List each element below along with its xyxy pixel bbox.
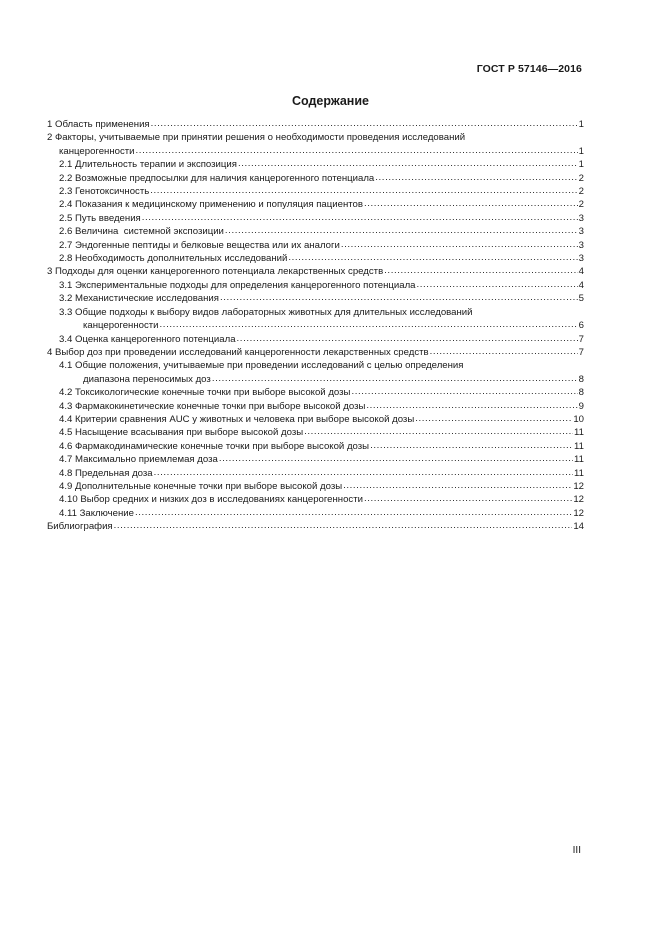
toc-page-number: 5	[578, 293, 584, 305]
toc-entry-text: канцерогенности	[59, 145, 135, 157]
toc-entry-text: 3 Подходы для оценки канцерогенного потенциала лекарственных средств	[47, 266, 384, 278]
toc-leader-dots	[238, 157, 578, 170]
toc-entry-text: 3.2 Механистические исследования	[59, 293, 219, 305]
toc-entry-3-4[interactable]	[47, 333, 584, 346]
toc-entry-4-5[interactable]	[47, 426, 584, 439]
toc-leader-dots	[151, 117, 578, 130]
toc-entry-4-2[interactable]	[47, 386, 584, 399]
toc-leader-dots	[415, 412, 572, 425]
toc-entry-2-5[interactable]	[47, 212, 584, 225]
toc-entry-text: 3.1 Экспериментальные подходы для определения канцерогенного потенциала	[59, 279, 416, 291]
toc-page-number: 4	[578, 266, 584, 278]
toc-page-number: 3	[578, 212, 584, 224]
toc-entry-2-line1[interactable]: 2 Факторы, учитываемые при принятии решения о необходимости проведения исследований	[47, 132, 466, 144]
toc-entry-3-3-line2[interactable]	[47, 319, 584, 332]
toc-entry-2-3[interactable]	[47, 185, 584, 198]
toc-page-number: 11	[574, 440, 584, 452]
toc-page-number: 1	[578, 119, 584, 130]
toc-page-number: 9	[578, 400, 584, 412]
toc-entry-2-2[interactable]	[47, 172, 584, 185]
toc-page-number: 11	[574, 427, 584, 439]
toc-leader-dots	[375, 171, 577, 184]
toc-page-number: 6	[578, 320, 584, 332]
toc-page-number: 10	[573, 413, 584, 425]
toc-leader-dots	[384, 264, 577, 277]
toc-leader-dots	[220, 291, 578, 304]
toc-leader-dots	[370, 439, 573, 452]
toc-entry-4[interactable]	[47, 346, 584, 359]
toc-entry-1[interactable]	[47, 118, 584, 131]
toc-page-number: 12	[573, 480, 584, 492]
toc-entry-text: 2.3 Генотоксичность	[59, 186, 150, 198]
toc-entry-2-7[interactable]	[47, 239, 584, 252]
toc-entry-text: 4.3 Фармакокинетические конечные точки при выборе высокой дозы	[59, 400, 366, 412]
page-number: III	[572, 845, 581, 856]
toc-entry-text: 4.7 Максимально приемлемая доза	[59, 454, 218, 466]
toc-entry-4-11[interactable]	[47, 507, 584, 520]
toc-entry-text: 2.1 Длительность терапии и экспозиция	[59, 159, 237, 171]
toc-leader-dots	[288, 251, 577, 264]
toc-page-number: 2	[578, 199, 584, 211]
toc-entry-2-8[interactable]	[47, 252, 584, 265]
toc-entry-text: диапазона переносимых доз	[83, 373, 211, 385]
toc-page-number: 11	[574, 467, 584, 479]
toc-page-number: 7	[578, 333, 584, 345]
page-title: Содержание	[291, 94, 369, 108]
toc-page-number: 4	[578, 279, 584, 291]
toc-entry-3-2[interactable]	[47, 292, 584, 305]
toc-leader-dots	[351, 385, 577, 398]
toc-entry-4-10[interactable]	[47, 493, 584, 506]
toc-entry-3[interactable]	[47, 265, 584, 278]
toc-entry-text: 4.4 Критерии сравнения AUC у животных и человека при выборе высокой дозы	[59, 413, 415, 425]
toc-entry-4-6[interactable]	[47, 440, 584, 453]
toc-page-number: 12	[573, 507, 584, 519]
toc-leader-dots	[364, 197, 578, 210]
table-of-contents	[47, 118, 584, 534]
toc-entry-4-7[interactable]	[47, 453, 584, 466]
toc-entry-4-8[interactable]	[47, 467, 584, 480]
document-code: ГОСТ Р 57146—2016	[476, 63, 582, 75]
toc-entry-text: 4.11 Заключение	[59, 507, 134, 519]
toc-entry-4-1-line2[interactable]	[47, 373, 584, 386]
toc-entry-text: 4 Выбор доз при проведении исследований канцерогенности лекарственных средств	[47, 346, 429, 358]
toc-leader-dots	[237, 332, 578, 345]
toc-leader-dots	[154, 466, 573, 479]
toc-entry-4-3[interactable]	[47, 400, 584, 413]
toc-leader-dots	[304, 425, 573, 438]
toc-page-number: 3	[578, 253, 584, 265]
toc-leader-dots	[160, 318, 578, 331]
toc-page-number: 2	[578, 186, 584, 198]
toc-entry-text: 4.6 Фармакодинамические конечные точки при выборе высокой дозы	[59, 440, 370, 452]
toc-leader-dots	[417, 278, 578, 291]
toc-leader-dots	[343, 479, 572, 492]
toc-leader-dots	[212, 372, 578, 385]
toc-entry-text: 4.9 Дополнительные конечные точки при выборе высокой дозы	[59, 480, 343, 492]
toc-entry-3-3-line1[interactable]: 3.3 Общие подходы к выбору видов лабораторных животных для длительных исследований	[59, 306, 473, 318]
toc-entry-text: Библиография	[47, 521, 113, 533]
toc-leader-dots	[135, 506, 572, 519]
toc-page-number: 3	[578, 226, 584, 238]
toc-page-number: 7	[578, 346, 584, 358]
toc-leader-dots	[114, 519, 573, 532]
toc-leader-dots	[142, 211, 578, 224]
toc-leader-dots	[430, 345, 578, 358]
toc-entry-text: 4.10 Выбор средних и низких доз в исследованиях канцерогенности	[59, 494, 363, 506]
toc-page-number: 3	[578, 239, 584, 251]
toc-entry-text: 2.6 Величина системной экспозиции	[59, 226, 224, 238]
toc-entry-4-9[interactable]	[47, 480, 584, 493]
toc-leader-dots	[366, 399, 577, 412]
toc-page-number: 1	[578, 145, 584, 157]
toc-entry-text: 4.5 Насыщение всасывания при выборе высокой дозы	[59, 427, 304, 439]
toc-leader-dots	[150, 184, 577, 197]
toc-entry-text: 2.7 Эндогенные пептиды и белковые вещества или их аналоги	[59, 239, 340, 251]
toc-page-number: 11	[574, 454, 584, 466]
toc-entry-2-line2[interactable]	[47, 145, 584, 158]
toc-entry-text: 2.2 Возможные предпосылки для наличия канцерогенного потенциала	[59, 172, 375, 184]
toc-entry-4-1-line1[interactable]: 4.1 Общие положения, учитываемые при проведении исследований с целью определения	[59, 360, 464, 372]
toc-entry-3-1[interactable]	[47, 279, 584, 292]
toc-entry-2-4[interactable]	[47, 198, 584, 211]
toc-entry-bibliography[interactable]	[47, 520, 584, 533]
toc-page-number: 14	[573, 521, 584, 533]
toc-entry-text: 3.4 Оценка канцерогенного потенциала	[59, 333, 236, 345]
toc-entry-text: 4.2 Токсикологические конечные точки при выборе высокой дозы	[59, 387, 351, 399]
toc-leader-dots	[219, 452, 573, 465]
toc-entry-text: 2.5 Путь введения	[59, 212, 141, 224]
toc-entry-text: канцерогенности	[83, 320, 159, 332]
toc-entry-text: 2.4 Показания к медицинскому применению и популяция пациентов	[59, 199, 363, 211]
toc-page-number: 8	[578, 373, 584, 385]
toc-entry-text: 2.8 Необходимость дополнительных исследований	[59, 253, 288, 265]
toc-page-number: 12	[573, 494, 584, 506]
toc-leader-dots	[364, 492, 572, 505]
toc-entry-2-1[interactable]	[47, 158, 584, 171]
toc-leader-dots	[341, 238, 578, 251]
toc-page-number: 1	[578, 159, 584, 171]
toc-leader-dots	[136, 144, 578, 157]
toc-leader-dots	[225, 224, 578, 237]
toc-entry-2-6[interactable]	[47, 225, 584, 238]
toc-page-number: 8	[578, 387, 584, 399]
toc-page-number: 2	[578, 172, 584, 184]
toc-entry-text: 4.8 Предельная доза	[59, 467, 153, 479]
toc-entry-text: 1 Область применения	[47, 119, 150, 130]
toc-entry-4-4[interactable]	[47, 413, 584, 426]
